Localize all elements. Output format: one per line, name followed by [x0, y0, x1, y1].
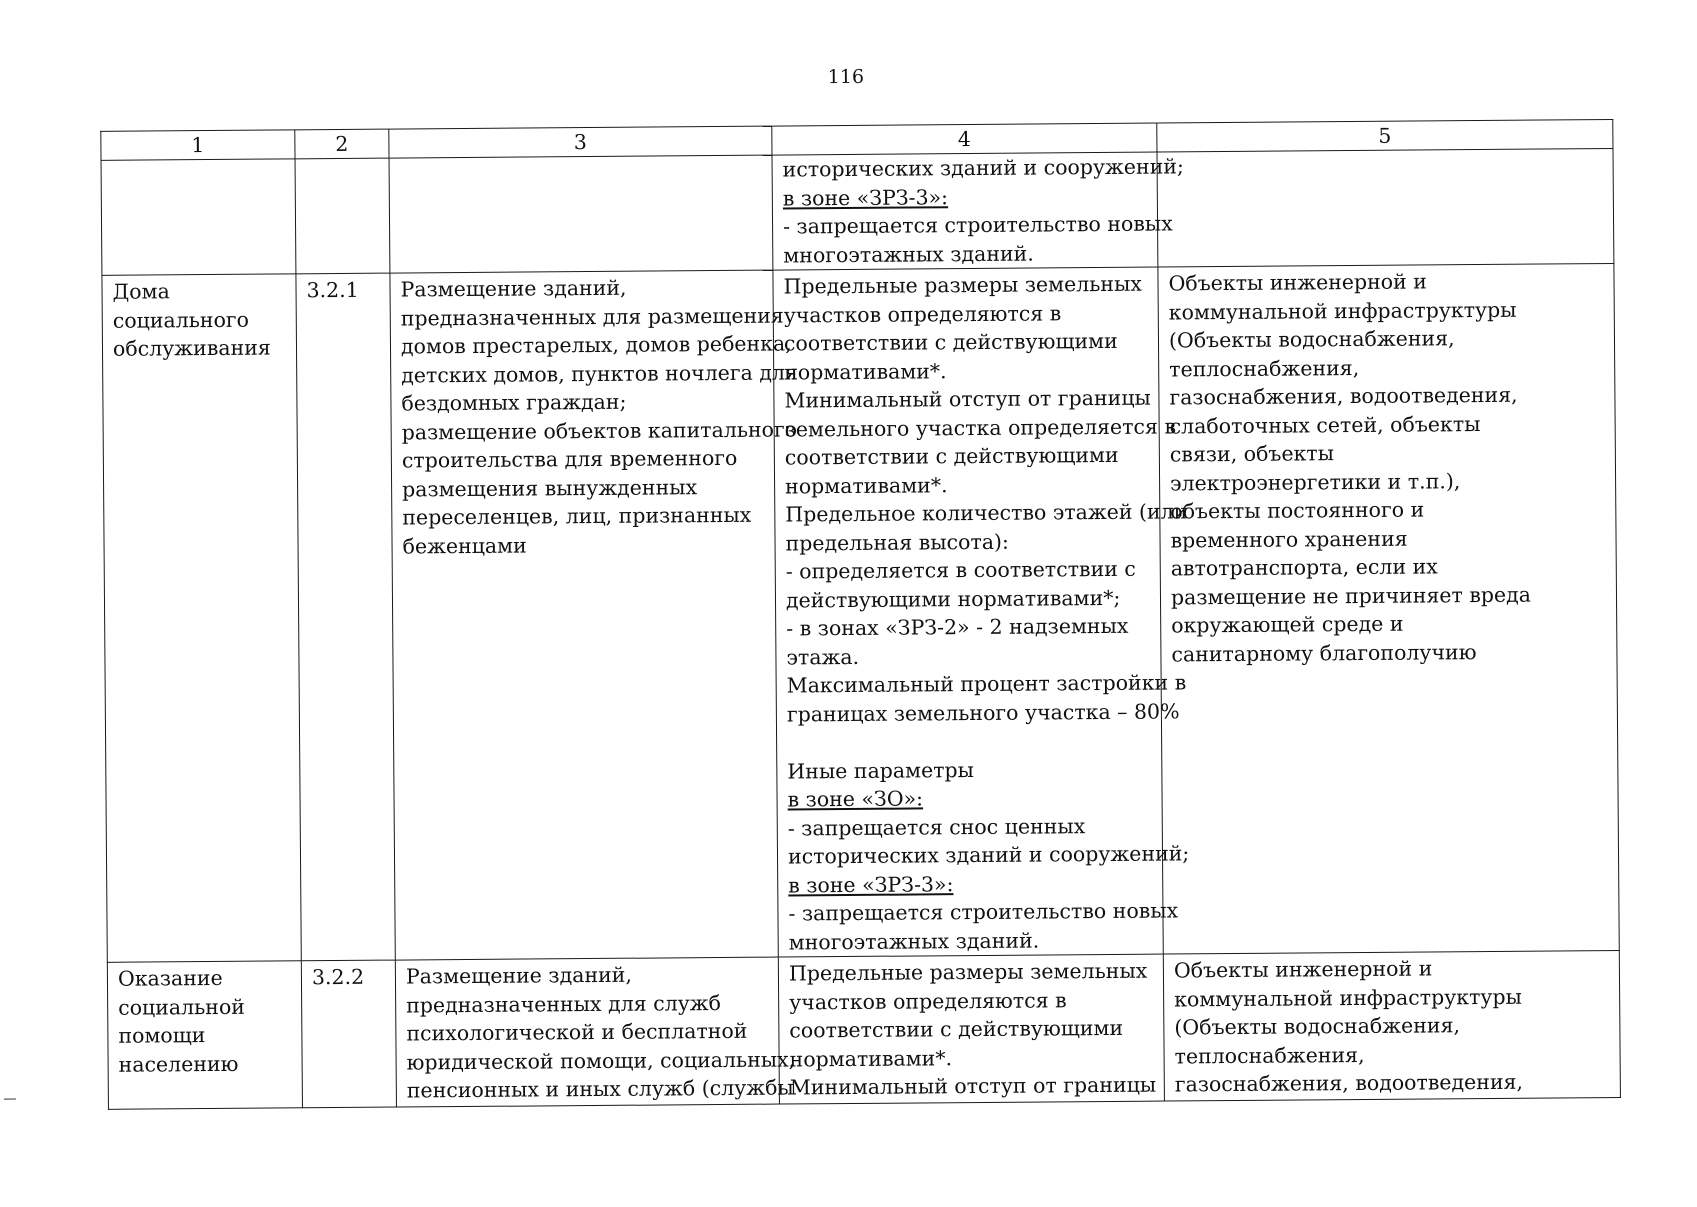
- ancillary-line: (Объекты водоснабжения,: [1174, 1013, 1461, 1040]
- ancillary-line: санитарному благополучию: [1171, 639, 1477, 666]
- use-name-line: населению: [118, 1051, 239, 1077]
- description-line: предназначенных для размещения: [400, 302, 784, 331]
- description-line: юридической помощи, социальных,: [406, 1046, 796, 1074]
- ancillary-line: коммунальной инфраструктуры: [1174, 984, 1522, 1011]
- header-col-2: 2: [295, 129, 389, 159]
- description-line: размещения вынужденных: [402, 474, 698, 502]
- ancillary-line: теплоснабжения,: [1169, 355, 1360, 381]
- cont-cell-2: [295, 158, 390, 274]
- ancillary-line: газоснабжения, водоотведения,: [1174, 1069, 1524, 1097]
- parameter-line: - в зонах «ЗРЗ-2» - 2 надземных: [786, 613, 1129, 641]
- description-line: Размещение зданий,: [400, 275, 627, 302]
- parameter-line: земельного участка определяется в: [784, 413, 1177, 441]
- header-col-3: 3: [389, 126, 772, 158]
- cont-line-zone: в зоне «ЗРЗ-3»:: [782, 184, 949, 211]
- cont-cell-5: [1157, 148, 1614, 267]
- header-col-5: 5: [1157, 119, 1613, 152]
- use-description-cell: [390, 270, 798, 960]
- ancillary-line: Объекты инженерной и: [1168, 269, 1428, 296]
- ancillary-line: временного хранения: [1170, 526, 1408, 552]
- parameter-line: Максимальный процент застройки в: [786, 670, 1187, 698]
- use-description-cell: [395, 957, 796, 1107]
- use-name-line: Оказание: [117, 965, 223, 991]
- parameters-cell: [773, 267, 1190, 957]
- parameter-line: предельная высота):: [785, 529, 1009, 555]
- other-parameters-line: - запрещается строительство новых: [788, 898, 1179, 926]
- description-line: предназначенных для служб: [406, 990, 722, 1017]
- parameters-cell: [778, 954, 1164, 1104]
- cont-line: - запрещается строительство новых: [782, 211, 1173, 239]
- ancillary-line: размещение не причиняет вреда: [1170, 582, 1532, 609]
- description-line: переселенцев, лиц, признанных: [402, 502, 752, 530]
- parameter-line: Предельные размеры земельных: [783, 271, 1142, 299]
- description-line: беженцами: [402, 533, 527, 559]
- cont-cell-4: [772, 152, 1184, 270]
- description-line: строительства для временного: [401, 445, 738, 473]
- other-parameters-line: многоэтажных зданий.: [788, 928, 1040, 954]
- parameter-line: этажа.: [786, 644, 860, 669]
- other-parameters-zone: в зоне «ЗРЗ-3»:: [788, 871, 954, 897]
- description-line: Размещение зданий,: [405, 962, 633, 989]
- use-name-line: социальной: [118, 994, 246, 1020]
- use-name-line: социального: [112, 307, 250, 333]
- ancillary-uses-cell: [1163, 950, 1620, 1101]
- parameter-line: соответствии с действующими: [784, 442, 1119, 470]
- cont-cell-1: [101, 159, 296, 276]
- other-parameters-line: Иные параметры: [787, 757, 975, 783]
- cont-line: многоэтажных зданий.: [783, 241, 1034, 268]
- use-code-cell: 3.2.2: [301, 960, 396, 1108]
- use-code-cell: 3.2.1: [296, 273, 395, 961]
- parameter-line: соответствии с действующими: [789, 1015, 1124, 1043]
- description-line: домов престарелых, домов ребенка,: [400, 331, 792, 359]
- other-parameters-line: исторических зданий и сооружений;: [787, 841, 1190, 869]
- page-number: 116: [827, 65, 865, 89]
- header-col-4: 4: [772, 123, 1157, 155]
- cont-cell-3: [389, 155, 773, 273]
- use-name-line: помощи: [118, 1023, 206, 1048]
- other-parameters-zone: в зоне «ЗО»:: [787, 786, 924, 812]
- description-line: размещение объектов капитального: [401, 416, 798, 445]
- ancillary-line: объекты постоянного и: [1170, 497, 1425, 524]
- description-line: пенсионных и иных служб (службы: [406, 1075, 794, 1103]
- ancillary-line: теплоснабжения,: [1174, 1042, 1365, 1068]
- table-row: [102, 263, 1619, 962]
- zoning-table: [100, 119, 1621, 1110]
- ancillary-line: окружающей среде и: [1171, 611, 1404, 638]
- parameter-line: границах земельного участка – 80%: [786, 698, 1180, 726]
- parameter-line: соответствии с действующими: [783, 328, 1118, 356]
- description-line: детских домов, пунктов ночлега для: [401, 359, 798, 388]
- parameter-line: нормативами*.: [789, 1045, 953, 1071]
- ancillary-line: газоснабжения, водоотведения,: [1169, 382, 1518, 410]
- ancillary-line: (Объекты водоснабжения,: [1168, 326, 1455, 353]
- margin-mark: [4, 1099, 16, 1100]
- table-row: [107, 950, 1620, 1109]
- ancillary-line: слаботочных сетей, объекты: [1169, 411, 1481, 438]
- cont-line: исторических зданий и сооружений;: [782, 154, 1184, 182]
- ancillary-line: автотранспорта, если их: [1170, 554, 1438, 581]
- description-line: психологической и бесплатной: [406, 1018, 748, 1046]
- header-col-1: 1: [101, 130, 295, 161]
- parameter-line: Минимальный отступ от границы: [789, 1072, 1157, 1100]
- parameter-line: нормативами*.: [785, 472, 948, 498]
- paragraph-gap: [787, 726, 1151, 757]
- parameter-line: Предельное количество этажей (или: [785, 499, 1188, 527]
- continuation-row: [101, 148, 1614, 275]
- other-parameters-line: - запрещается снос ценных: [787, 813, 1086, 840]
- parameter-line: - определяется в соответствии с: [785, 556, 1136, 584]
- description-line: бездомных граждан;: [401, 389, 627, 416]
- use-name-cell: [102, 274, 301, 963]
- parameter-line: действующими нормативами*;: [785, 585, 1121, 612]
- parameter-line: Минимальный отступ от границы: [784, 385, 1151, 413]
- parameter-line: Предельные размеры земельных: [788, 958, 1148, 986]
- ancillary-line: Объекты инженерной и: [1173, 956, 1433, 983]
- use-name-line: обслуживания: [112, 335, 271, 361]
- use-name-line: Дома: [112, 279, 170, 304]
- ancillary-line: электроэнергетики и т.п.),: [1169, 468, 1461, 495]
- parameter-line: нормативами*.: [784, 358, 947, 384]
- ancillary-line: связи, объекты: [1169, 441, 1335, 467]
- ancillary-uses-cell: [1158, 263, 1619, 954]
- parameter-line: участков определяются в: [789, 987, 1067, 1014]
- use-name-cell: [107, 961, 302, 1110]
- ancillary-line: коммунальной инфраструктуры: [1168, 297, 1517, 324]
- parameter-line: участков определяются в: [783, 300, 1062, 327]
